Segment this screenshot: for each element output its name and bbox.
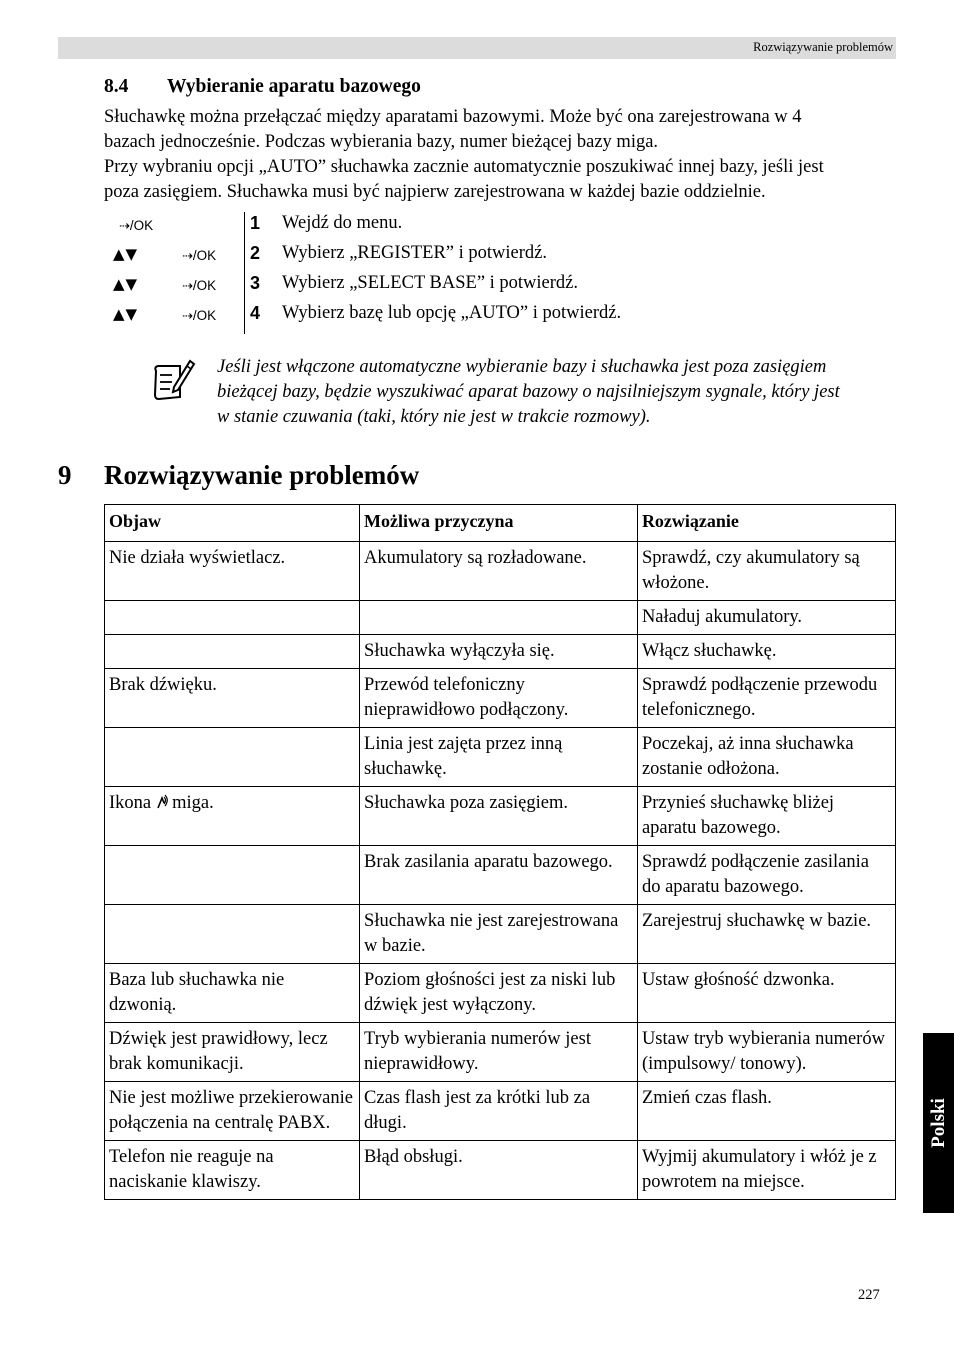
up-down-arrow-icon: ▲▼: [113, 275, 139, 293]
table-row: [105, 905, 896, 964]
step-text: Wybierz „REGISTER” i potwierdź.: [282, 243, 547, 263]
section-title: Wybieranie aparatu bazowego: [167, 76, 421, 97]
intro-paragraph-2: [104, 155, 904, 205]
chapter-title: Rozwiązywanie problemów: [104, 460, 420, 490]
step-row: [104, 302, 904, 332]
table-cell: Włącz słuchawkę.: [637, 635, 895, 669]
step-number: 4: [250, 303, 261, 323]
table-cell: [105, 846, 360, 905]
paragraph-line: bazach jednocześnie. Podczas wybierania bazy, numer bieżącej bazy miga.: [104, 132, 659, 152]
table-cell: Przewód telefoniczny nieprawidłowo podłączony.: [360, 669, 638, 728]
table-cell: Słuchawka wyłączyła się.: [360, 635, 638, 669]
intro-paragraph-1: [104, 105, 904, 155]
step-text: Wybierz „SELECT BASE” i potwierdź.: [282, 273, 579, 293]
icon-row-suffix: miga.: [172, 793, 214, 813]
table-row: [105, 846, 896, 905]
table-cell: Naładuj akumulatory.: [637, 601, 895, 635]
table-cell: [105, 905, 360, 964]
troubleshooting-table: [104, 504, 896, 1200]
table-cell: Dźwięk jest prawidłowy, lecz brak komunikacji.: [105, 1023, 360, 1082]
language-tab: [923, 1033, 954, 1213]
paragraph-line: Słuchawkę można przełączać między aparatami bazowymi. Może być ona zarejestrowana w 4: [104, 107, 802, 127]
table-cell: [105, 728, 360, 787]
up-down-arrow-icon: ▲▼: [113, 305, 139, 323]
table-row: [105, 542, 896, 601]
step-text: Wybierz bazę lub opcję „AUTO” i potwierdź.: [282, 303, 622, 323]
table-cell: Czas flash jest za krótki lub za długi.: [360, 1082, 638, 1141]
note-line: w stanie czuwania (taki, który nie jest w trakcie rozmowy).: [217, 407, 651, 427]
table-cell: [105, 787, 360, 846]
table-cell: Akumulatory są rozładowane.: [360, 542, 638, 601]
section-number: 8.4: [104, 76, 129, 97]
up-down-arrow-icon: ▲▼: [113, 245, 139, 263]
table-row: [105, 1141, 896, 1200]
paragraph-line: poza zasięgiem. Słuchawka musi być najpierw zarejestrowana w każdej bazie oddzielnie.: [104, 182, 766, 202]
table-cell: Ustaw tryb wybierania numerów (impulsowy/ tonowy).: [637, 1023, 895, 1082]
signal-icon: [156, 794, 168, 810]
enter-arrow-icon: ⇢: [119, 219, 130, 234]
ok-key: ⇢/OK: [119, 218, 154, 234]
table-cell: Nie jest możliwe przekierowanie połączenia na centralę PABX.: [105, 1082, 360, 1141]
step-row: [104, 212, 904, 242]
note-pencil-icon: [150, 357, 196, 405]
column-header: Rozwiązanie: [637, 505, 895, 542]
note-text: [217, 355, 907, 430]
table-row: [105, 728, 896, 787]
note-line: Jeśli jest włączone automatyczne wybieranie bazy i słuchawka jest poza zasięgiem: [217, 357, 827, 377]
ok-key: ⇢/OK: [182, 278, 217, 294]
procedure-steps: [104, 212, 904, 334]
table-row: [105, 964, 896, 1023]
table-cell: Linia jest zajęta przez inną słuchawkę.: [360, 728, 638, 787]
table-cell: Nie działa wyświetlacz.: [105, 542, 360, 601]
table-cell: Poczekaj, aż inna słuchawka zostanie odłożona.: [637, 728, 895, 787]
step-text: Wejdź do menu.: [282, 213, 403, 233]
table-cell: Błąd obsługi.: [360, 1141, 638, 1200]
table-row: [105, 1023, 896, 1082]
table-cell: Sprawdź podłączenie zasilania do aparatu bazowego.: [637, 846, 895, 905]
table-cell: Tryb wybierania numerów jest nieprawidłowy.: [360, 1023, 638, 1082]
step-number: 2: [250, 243, 261, 263]
step-row: [104, 272, 904, 302]
ok-key: ⇢/OK: [182, 308, 217, 324]
table-header-row: [105, 505, 896, 542]
table-cell: Sprawdź podłączenie przewodu telefonicznego.: [637, 669, 895, 728]
note-line: bieżącej bazy, będzie wyszukiwać aparat bazowy o najsilniejszym sygnale, który jest: [217, 382, 840, 402]
table-cell: Zmień czas flash.: [637, 1082, 895, 1141]
step-number: 1: [250, 213, 261, 233]
step-row: [104, 242, 904, 272]
running-header-bar: [58, 37, 896, 59]
table-row: [105, 787, 896, 846]
column-header: Możliwa przyczyna: [360, 505, 638, 542]
enter-arrow-icon: ⇢: [182, 249, 193, 264]
table-cell: [105, 635, 360, 669]
language-tab-label: Polski: [927, 1098, 949, 1148]
table-cell: Słuchawka poza zasięgiem.: [360, 787, 638, 846]
table-cell: Telefon nie reaguje na naciskanie klawiszy.: [105, 1141, 360, 1200]
table-row: [105, 1082, 896, 1141]
table-cell: Ustaw głośność dzwonka.: [637, 964, 895, 1023]
table-cell: Przynieś słuchawkę bliżej aparatu bazowego.: [637, 787, 895, 846]
table-cell: Wyjmij akumulatory i włóż je z powrotem na miejsce.: [637, 1141, 895, 1200]
table-cell: [360, 601, 638, 635]
table-cell: Brak zasilania aparatu bazowego.: [360, 846, 638, 905]
table-cell: [105, 601, 360, 635]
table-cell: Zarejestruj słuchawkę w bazie.: [637, 905, 895, 964]
table-row: [105, 635, 896, 669]
table-row: [105, 669, 896, 728]
table-cell: Brak dźwięku.: [105, 669, 360, 728]
page-number: 227: [858, 1287, 880, 1303]
table-cell: Poziom głośności jest za niski lub dźwięk jest wyłączony.: [360, 964, 638, 1023]
ok-key: ⇢/OK: [182, 248, 217, 264]
step-number: 3: [250, 273, 261, 293]
table-cell: Baza lub słuchawka nie dzwonią.: [105, 964, 360, 1023]
enter-arrow-icon: ⇢: [182, 279, 193, 294]
chapter-number: 9: [58, 460, 72, 490]
paragraph-line: Przy wybraniu opcji „AUTO” słuchawka zacznie automatycznie poszukiwać innej bazy, jeśli jest: [104, 157, 824, 177]
icon-row-prefix: Ikona: [109, 793, 152, 813]
enter-arrow-icon: ⇢: [182, 309, 193, 324]
running-header-title: Rozwiązywanie problemów: [753, 40, 893, 54]
table-cell: Słuchawka nie jest zarejestrowana w bazie.: [360, 905, 638, 964]
table-row: [105, 601, 896, 635]
table-cell: Sprawdź, czy akumulatory są włożone.: [637, 542, 895, 601]
column-header: Objaw: [105, 505, 360, 542]
